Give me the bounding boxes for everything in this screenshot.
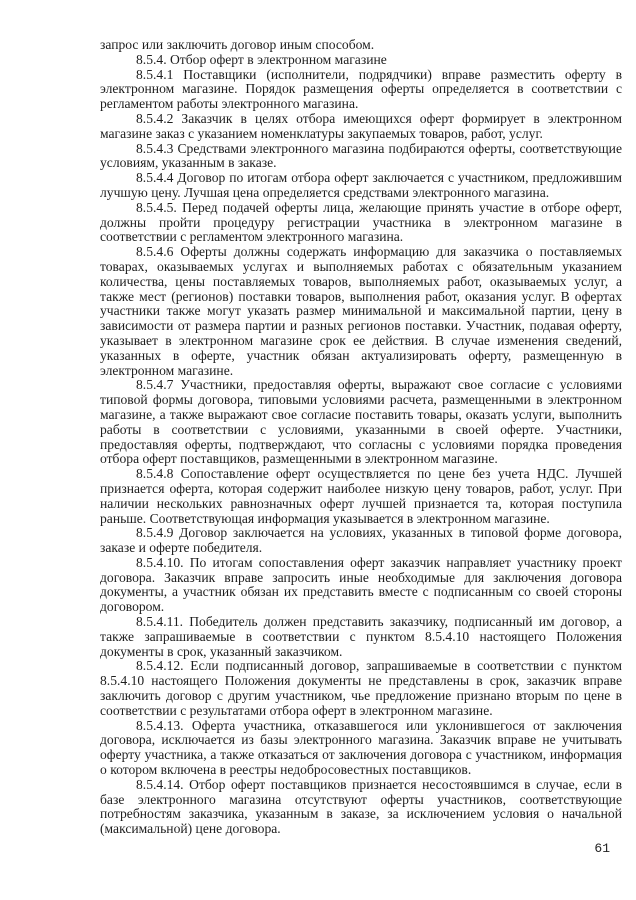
paragraph-continuation: запрос или заключить договор иным способом.	[100, 37, 375, 52]
paragraph-8-5-4-2: 8.5.4.2 Заказчик в целях отбора имеющихся оферт формирует в электронном магазине заказ с указанием номенклатуры закупаемых товаров, работ, услуг.	[100, 110, 622, 141]
paragraph-8-5-4-12: 8.5.4.12. Если подписанный договор, запрашиваемые в соответствии с пунктом 8.5.4.10 настоящего Положения документы не представлены в срок, заказчик вправе заключить договор с другим участником, чье предложение признано вторым по цене в соответствии с результатами отбора оферт в электронном магазине.	[100, 658, 622, 718]
paragraph-8-5-4-9: 8.5.4.9 Договор заключается на условиях, указанных в типовой форме договора, заказе и оферте победителя.	[100, 525, 622, 556]
paragraph-8-5-4-10: 8.5.4.10. По итогам сопоставления оферт заказчик направляет участнику проект договора. Заказчик вправе запросить иные необходимые для заключения договора документы, а участник обязан их представить вместе с подписанным со своей стороны договором.	[100, 554, 622, 615]
paragraph-8-5-4-7: 8.5.4.7 Участники, предоставляя оферты, выражают свое согласие с условиями типовой формы договора, типовыми условиями расчета, размещенными в электронном магазине, а также выражают свое согласие поставить товары, оказать услуги, выполнить работы в соответствии с условиями, указанными в своей оферте. Участники, предоставляя оферты, подтверждают, что согласны с условиями порядка проведения отбора оферт поставщиков, размещенными в электронном магазине.	[100, 377, 622, 467]
page-number: 61	[594, 841, 610, 856]
paragraph-8-5-4-6: 8.5.4.6 Оферты должны содержать информацию для заказчика о поставляемых товарах, оказываемых услугах и выполняемых работах с обязательным указанием количества, цены поставляемых товаров, выполняемых работ, оказываемых услуг, а также мест (регионов) поставки товаров, выполнения работ, оказания услуг. В офертах участники также могут указать размер минимальной и максимальной партии, цену в зависимости от размера партии и разных регионов поставки. Участник, подавая оферту, указывает в электронном магазине срок ее действия. В случае изменения сведений, указанных в оферте, участник обязан актуализировать оферту, размещенную в электронном магазине.	[100, 244, 622, 378]
section-heading-8-5-4: 8.5.4. Отбор оферт в электронном магазине	[136, 51, 387, 67]
paragraph-8-5-4-4: 8.5.4.4 Договор по итогам отбора оферт заключается с участником, предложившим лучшую цену. Лучшая цена определяется средствами электронного магазина.	[100, 170, 622, 200]
paragraph-8-5-4-13: 8.5.4.13. Оферта участника, отказавшегося или уклонившегося от заключения договора, исключается из базы электронного магазина. Заказчик вправе не учитывать оферту участника, а также отказаться от заключения договора с участником, информация о котором включена в реестры недобросовестных поставщиков.	[100, 717, 622, 778]
paragraph-8-5-4-5: 8.5.4.5. Перед подачей оферты лица, желающие принять участие в отборе оферт, должны пройти процедуру регистрации участника в электронном магазине в соответствии с регламентом электронного магазина.	[100, 199, 622, 245]
paragraph-8-5-4-11: 8.5.4.11. Победитель должен представить заказчику, подписанный им договор, а также запрашиваемые в соответствии с пунктом 8.5.4.10 настоящего Положения документы в срок, указанный заказчиком.	[100, 614, 622, 659]
paragraph-8-5-4-3: 8.5.4.3 Средствами электронного магазина подбираются оферты, соответствующие условиям, указанным в заказе.	[100, 140, 622, 171]
text-block	[100, 38, 622, 837]
paragraph-8-5-4-1: 8.5.4.1 Поставщики (исполнители, подрядчики) вправе разместить оферту в электронном магазине. Порядок размещения оферты определяется в соответствии с регламентом работы электронного магазина.	[100, 66, 622, 112]
paragraph-8-5-4-8: 8.5.4.8 Сопоставление оферт осуществляется по цене без учета НДС. Лучшей признается оферта, которая содержит наиболее низкую цену товаров, работ, услуг. При наличии нескольких равнозначных оферт лучшей признается та, которая поступила раньше. Соответствующая информация указывается в электронном магазине.	[100, 466, 622, 526]
paragraph-8-5-4-14: 8.5.4.14. Отбор оферт поставщиков признается несостоявшимся в случае, если в базе электронного магазина отсутствуют оферты участников, соответствующие потребностям заказчика, указанным в заказе, за исключением условия о начальной (максимальной) цене договора.	[100, 776, 622, 837]
